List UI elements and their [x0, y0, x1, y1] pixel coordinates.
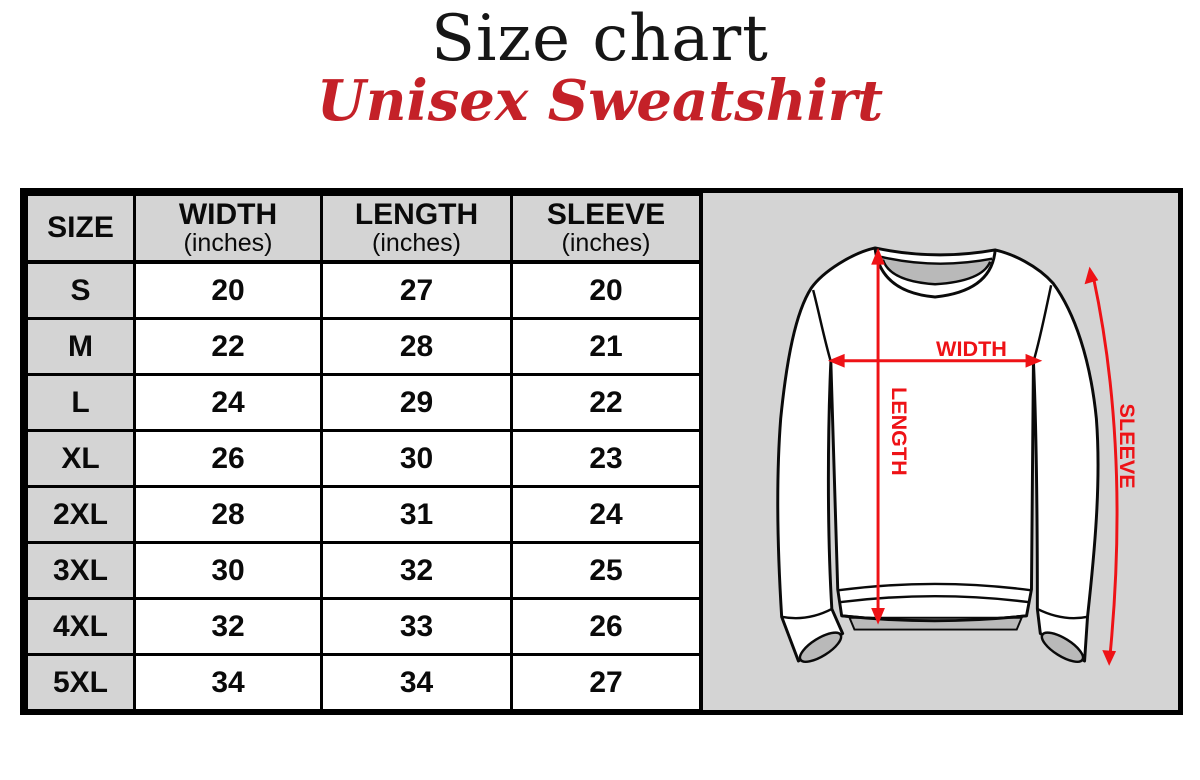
sleeve-cell: 23: [512, 431, 701, 487]
size-cell: 4XL: [27, 599, 135, 655]
length-cell: 28: [322, 319, 512, 375]
measurement-diagram: [702, 193, 1178, 710]
width-dimension-label: WIDTH: [936, 335, 1007, 361]
width-cell: 28: [135, 487, 322, 543]
size-cell: XL: [27, 431, 135, 487]
size-cell: M: [27, 319, 135, 375]
sleeve-cell: 21: [512, 319, 701, 375]
table-row: [27, 375, 701, 431]
width-cell: 22: [135, 319, 322, 375]
length-cell: 30: [322, 431, 512, 487]
page-header: [0, 0, 1200, 135]
size-table-header: [27, 195, 701, 263]
table-row: [27, 262, 701, 319]
width-cell: 32: [135, 599, 322, 655]
column-header-length: LENGTH (inches): [322, 195, 512, 263]
size-cell: S: [27, 262, 135, 319]
length-cell: 32: [322, 543, 512, 599]
header-row: [27, 195, 701, 263]
length-cell: 29: [322, 375, 512, 431]
size-cell: 5XL: [27, 655, 135, 711]
size-cell: 3XL: [27, 543, 135, 599]
table-row: [27, 543, 701, 599]
column-header-width: WIDTH (inches): [135, 195, 322, 263]
column-header-size: [27, 195, 135, 263]
sleeve-cell: 25: [512, 543, 701, 599]
sleeve-dimension-label: SLEEVE: [1114, 403, 1141, 489]
size-chart-panel: [20, 188, 1183, 715]
sleeve-cell: 22: [512, 375, 701, 431]
sweatshirt-illustration: [703, 193, 1178, 710]
page-title: Size chart: [431, 2, 769, 76]
table-row: [27, 319, 701, 375]
sweatshirt-body: [778, 248, 1098, 661]
sleeve-cell: 20: [512, 262, 701, 319]
column-header-size-label: SIZE: [47, 211, 114, 244]
width-cell: 24: [135, 375, 322, 431]
table-row: [27, 599, 701, 655]
width-cell: 26: [135, 431, 322, 487]
size-cell: L: [27, 375, 135, 431]
sleeve-cell: 26: [512, 599, 701, 655]
column-header-sleeve: SLEEVE (inches): [512, 195, 701, 263]
length-cell: 34: [322, 655, 512, 711]
length-cell: 33: [322, 599, 512, 655]
table-row: [27, 487, 701, 543]
width-cell: 20: [135, 262, 322, 319]
width-cell: 34: [135, 655, 322, 711]
width-cell: 30: [135, 543, 322, 599]
length-cell: 27: [322, 262, 512, 319]
length-cell: 31: [322, 487, 512, 543]
size-cell: 2XL: [27, 487, 135, 543]
table-row: [27, 655, 701, 711]
size-table: [25, 193, 702, 712]
length-dimension-label: LENGTH: [886, 387, 912, 476]
sleeve-cell: 27: [512, 655, 701, 711]
sleeve-cell: 24: [512, 487, 701, 543]
page-subtitle: Unisex Sweatshirt: [316, 68, 884, 135]
table-row: [27, 431, 701, 487]
